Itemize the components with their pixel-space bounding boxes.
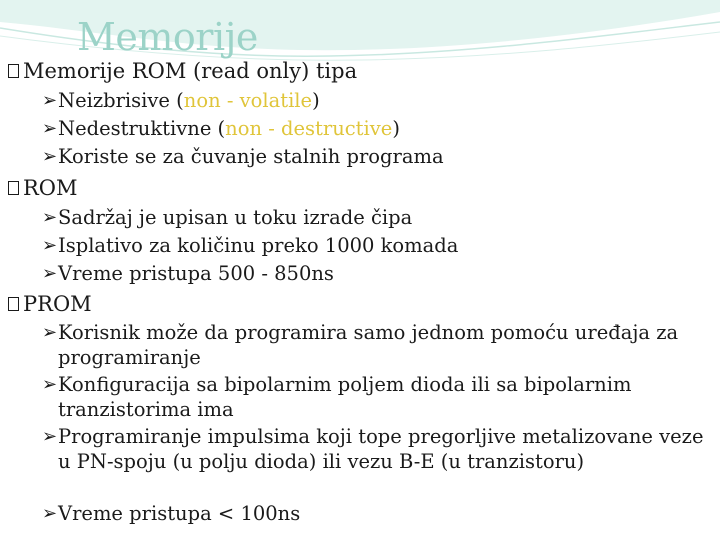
square-bullet-icon: [8, 297, 19, 311]
list-item-text: Korisnik može da programira samo jednom pomoću uređaja za programiranje: [58, 321, 679, 369]
arrow-bullet-icon: ➢: [42, 322, 58, 343]
section-heading-text: Memorije ROM (read only) tipa: [23, 59, 358, 83]
arrow-bullet-icon: ➢: [42, 207, 58, 228]
list-item-text: Neizbrisive (non - volatile): [58, 89, 320, 112]
list-item-text: Programiranje impulsima koji tope pregorljive metalizovane veze u PN-spoju (u polju dioda) ili vezu B-E (u tranzistoru): [58, 425, 704, 473]
list-item: [42, 233, 458, 259]
list-item: [42, 261, 334, 287]
list-item-text: Isplativo za količinu preko 1000 komada: [58, 234, 459, 257]
list-item-text: Sadržaj je upisan u toku izrade čipa: [58, 206, 413, 229]
section-heading-rom-type: [8, 59, 357, 83]
list-item: [42, 501, 300, 527]
list-item-text: Vreme pristupa 500 - 850ns: [58, 262, 334, 285]
list-item: [42, 144, 444, 170]
square-bullet-icon: [8, 64, 19, 78]
list-item: [42, 205, 412, 231]
list-item: [42, 424, 712, 474]
list-item: [42, 116, 400, 142]
slide-title: Memorije: [77, 15, 258, 59]
list-item: [42, 88, 320, 114]
section-heading-text: ROM: [23, 176, 78, 200]
section-heading-prom: [8, 292, 92, 316]
arrow-bullet-icon: ➢: [42, 374, 58, 395]
arrow-bullet-icon: ➢: [42, 263, 58, 284]
list-item-text: Nedestruktivne (non - destructive): [58, 117, 400, 140]
arrow-bullet-icon: ➢: [42, 503, 58, 524]
section-heading-rom: [8, 176, 78, 200]
arrow-bullet-icon: ➢: [42, 235, 58, 256]
arrow-bullet-icon: ➢: [42, 146, 58, 167]
arrow-bullet-icon: ➢: [42, 426, 58, 447]
list-item-text: Konfiguracija sa bipolarnim poljem dioda ili sa bipolarnim tranzistorima ima: [58, 373, 632, 421]
arrow-bullet-icon: ➢: [42, 90, 58, 111]
square-bullet-icon: [8, 181, 19, 195]
list-item: [42, 320, 682, 370]
section-heading-text: PROM: [23, 292, 92, 316]
arrow-bullet-icon: ➢: [42, 118, 58, 139]
list-item-text: Vreme pristupa < 100ns: [58, 502, 301, 525]
list-item: [42, 372, 632, 422]
list-item-text: Koriste se za čuvanje stalnih programa: [58, 145, 444, 168]
